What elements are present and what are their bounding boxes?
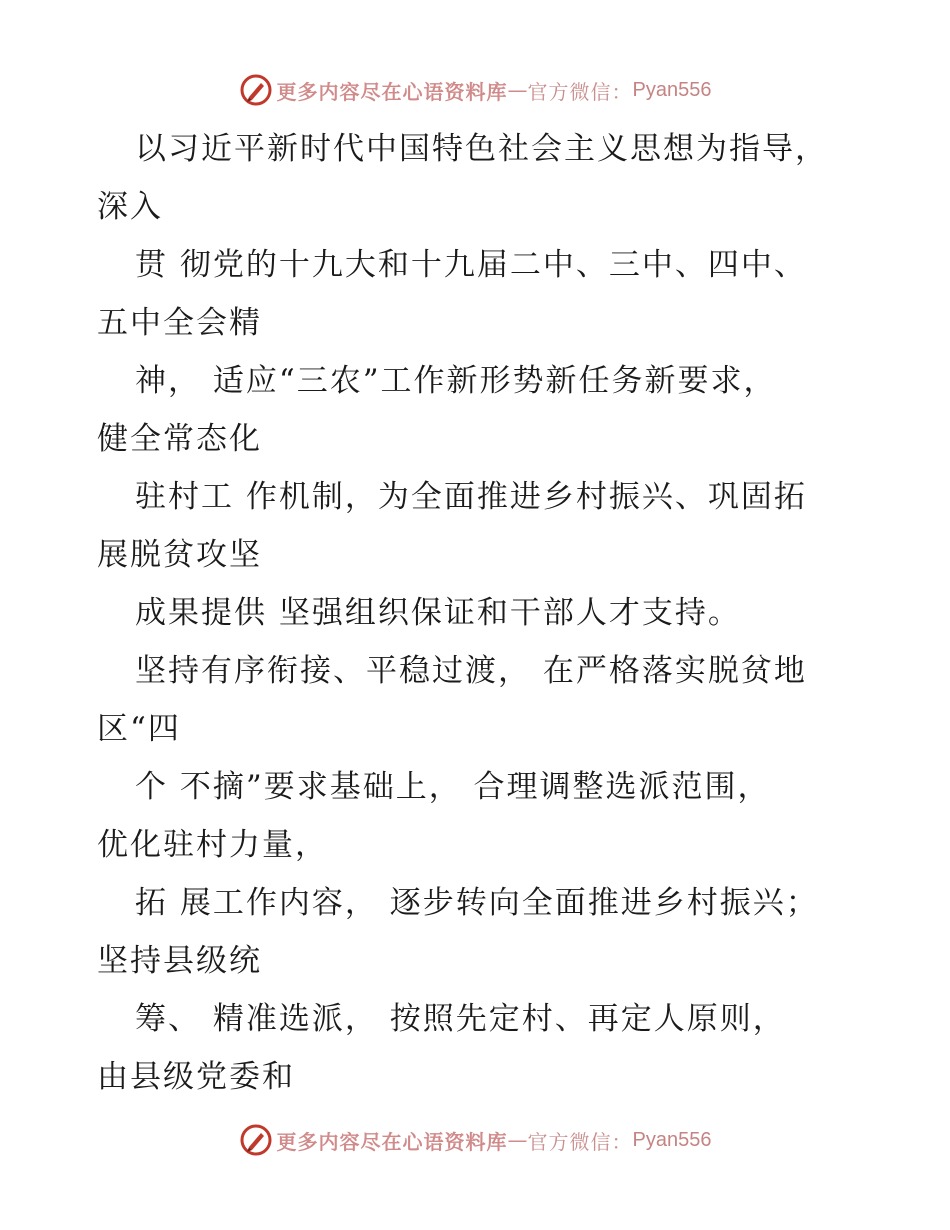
- text-line: 神， 适应“三农”工作新形势新任务新要求，: [135, 363, 777, 399]
- watermark-dash: —: [507, 1128, 528, 1152]
- watermark-id: Pyan556: [632, 78, 712, 101]
- text-line: 个 不摘”要求基础上， 合理调整选派范围，: [135, 769, 771, 805]
- watermark-sub-text: 官方微信：: [527, 1129, 633, 1154]
- footer-watermark: [0, 1120, 950, 1160]
- text-line: 展脱贫攻坚: [97, 537, 262, 573]
- text-line: 坚持有序衔接、平稳过渡， 在严格落实脱贫地: [135, 653, 807, 689]
- text-line: 深入: [97, 189, 163, 225]
- pen-logo-icon: [239, 1123, 273, 1157]
- watermark-dash: —: [507, 78, 528, 102]
- watermark-main-text: 更多内容尽在心语资料库: [276, 79, 508, 104]
- text-line: 健全常态化: [97, 421, 262, 457]
- text-line: 区“四: [97, 711, 181, 747]
- text-line: 优化驻村力量，: [97, 827, 328, 863]
- watermark-id: Pyan556: [632, 1128, 712, 1151]
- text-line: 拓 展工作内容， 逐步转向全面推进乡村振兴；: [135, 885, 819, 921]
- text-line: 五中全会精: [97, 305, 262, 341]
- pen-logo-icon: [239, 73, 273, 107]
- text-line: 贯 彻党的十九大和十九届二中、三中、四中、: [135, 247, 807, 283]
- watermark-main-text: 更多内容尽在心语资料库: [276, 1129, 508, 1154]
- text-line: 成果提供 坚强组织保证和干部人才支持。: [135, 595, 741, 631]
- header-watermark: [0, 70, 950, 110]
- text-line: 驻村工 作机制，为全面推进乡村振兴、巩固拓: [135, 479, 807, 515]
- text-line: 由县级党委和: [97, 1059, 295, 1095]
- document-body: [97, 120, 857, 1106]
- watermark-sub-text: 官方微信：: [527, 79, 633, 104]
- text-line: 以习近平新时代中国特色社会主义思想为指导，: [135, 131, 828, 167]
- text-line: 坚持县级统: [97, 943, 262, 979]
- text-line: 筹、 精准选派， 按照先定村、再定人原则，: [135, 1001, 786, 1037]
